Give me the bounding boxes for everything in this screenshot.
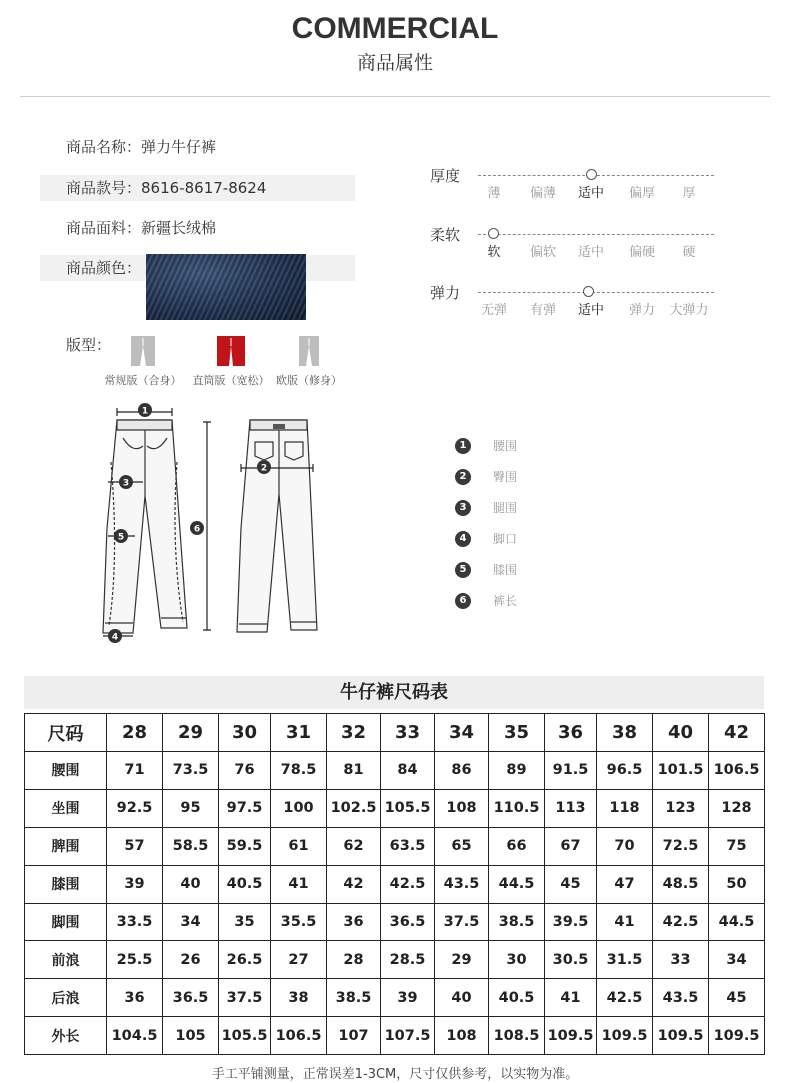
size-table-row-label: 脚围	[25, 903, 107, 941]
info-row-name	[40, 134, 355, 160]
size-table-cell: 36.5	[163, 979, 219, 1017]
size-table-cell: 61	[271, 827, 327, 865]
size-table-cell: 96.5	[597, 752, 653, 790]
scale-line	[478, 234, 714, 235]
scale-option: 偏薄	[529, 186, 556, 201]
size-table-cell: 36	[107, 979, 163, 1017]
version-caption: 直筒版（宽松）	[192, 374, 270, 387]
size-table-cell: 118	[597, 789, 653, 827]
legend-number: 3	[455, 500, 471, 516]
jeans-measurement-diagram	[95, 398, 335, 648]
size-table-cell: 29	[435, 941, 489, 979]
size-table-cell: 44.5	[709, 903, 765, 941]
size-table-cell: 86	[435, 752, 489, 790]
legend-text: 腰围	[493, 439, 518, 453]
size-table	[24, 713, 765, 1055]
size-table-cell: 81	[327, 752, 381, 790]
scale-option: 无弹	[480, 303, 507, 318]
marker-length-label: 6	[193, 524, 201, 535]
size-table-cell: 40.5	[219, 865, 271, 903]
size-table-cell: 38.5	[327, 979, 381, 1017]
size-table-cell: 27	[271, 941, 327, 979]
size-table-cell: 39.5	[545, 903, 597, 941]
size-table-cell: 39	[381, 979, 435, 1017]
size-table-row	[25, 903, 765, 941]
info-value: 弹力牛仔裤	[141, 138, 217, 156]
size-table-cell: 36.5	[381, 903, 435, 941]
size-table-size-header: 32	[327, 714, 381, 752]
size-table-cell: 28	[327, 941, 381, 979]
size-table-cell: 58.5	[163, 827, 219, 865]
size-table-cell: 92.5	[107, 789, 163, 827]
legend-number: 6	[455, 593, 471, 609]
size-table-cell: 75	[709, 827, 765, 865]
size-table-header-row	[25, 714, 765, 752]
size-table-cell: 38.5	[489, 903, 545, 941]
scale-marker	[488, 228, 499, 239]
size-table-row-label: 脾围	[25, 827, 107, 865]
size-table-cell: 45	[709, 979, 765, 1017]
size-table-cell: 97.5	[219, 789, 271, 827]
size-table-cell: 128	[709, 789, 765, 827]
scale-marker	[583, 286, 594, 297]
legend-number: 1	[455, 438, 471, 454]
size-table-cell: 110.5	[489, 789, 545, 827]
size-table-cell: 100	[271, 789, 327, 827]
size-table-cell: 30.5	[545, 941, 597, 979]
size-table-cell: 76	[219, 752, 271, 790]
size-table-cell: 91.5	[545, 752, 597, 790]
pants-straight-icon	[214, 334, 248, 368]
marker-thigh-label: 3	[122, 478, 130, 489]
legend-text: 臀围	[493, 470, 518, 484]
size-table-cell: 39	[107, 865, 163, 903]
size-table-cell: 40	[435, 979, 489, 1017]
marker-waist-label: 1	[141, 406, 149, 417]
scale-option: 偏厚	[628, 186, 655, 201]
legend-text: 腿围	[493, 501, 518, 515]
size-table-cell: 95	[163, 789, 219, 827]
size-table-cell: 67	[545, 827, 597, 865]
size-table-cell: 108	[435, 789, 489, 827]
scale-option: 有弹	[529, 303, 556, 318]
size-table-cell: 25.5	[107, 941, 163, 979]
size-table-size-header: 40	[653, 714, 709, 752]
size-table-cell: 33.5	[107, 903, 163, 941]
version-label: 版型：	[66, 336, 112, 354]
size-table-cell: 44.5	[489, 865, 545, 903]
size-table-cell: 37.5	[219, 979, 271, 1017]
scale-option-selected: 适中	[577, 303, 604, 318]
size-table-cell: 31.5	[597, 941, 653, 979]
size-table-cell: 42.5	[381, 865, 435, 903]
size-table-cell: 70	[597, 827, 653, 865]
size-table-cell: 108.5	[489, 1017, 545, 1055]
scale-option: 弹力	[628, 303, 655, 318]
scale-option: 薄	[487, 186, 501, 201]
size-table-size-header: 29	[163, 714, 219, 752]
info-label: 商品款号：	[66, 179, 142, 197]
legend-text: 膝围	[493, 563, 518, 577]
size-table-row-label: 膝围	[25, 865, 107, 903]
header-title-en: COMMERCIAL	[291, 12, 499, 45]
size-table-cell: 42	[327, 865, 381, 903]
info-label: 商品面料：	[66, 219, 142, 237]
size-table-cell: 107.5	[381, 1017, 435, 1055]
info-row-fabric	[40, 215, 355, 241]
size-table-cell: 109.5	[597, 1017, 653, 1055]
legend-number: 5	[455, 562, 471, 578]
size-table-cell: 109.5	[653, 1017, 709, 1055]
size-table-cell: 36	[327, 903, 381, 941]
size-table-cell: 109.5	[545, 1017, 597, 1055]
scale-line	[478, 292, 714, 293]
size-table-row-label: 尺码	[25, 714, 107, 752]
size-table-cell: 34	[709, 941, 765, 979]
scale-option: 厚	[682, 186, 696, 201]
size-table-cell: 59.5	[219, 827, 271, 865]
pants-regular-icon	[126, 334, 160, 368]
version-slim	[264, 334, 354, 388]
size-table-cell: 26	[163, 941, 219, 979]
marker-hem-label: 4	[111, 632, 119, 643]
size-table-cell: 102.5	[327, 789, 381, 827]
marker-knee-label: 5	[117, 532, 125, 543]
info-row-sku	[40, 175, 355, 201]
size-table-cell: 38	[271, 979, 327, 1017]
legend-text: 裤长	[493, 594, 518, 608]
size-table-row	[25, 1017, 765, 1055]
size-table-cell: 30	[489, 941, 545, 979]
pants-slim-icon	[292, 334, 326, 368]
size-table-cell: 107	[327, 1017, 381, 1055]
size-table-cell: 73.5	[163, 752, 219, 790]
scale-option: 偏软	[529, 245, 556, 260]
size-table-cell: 106.5	[709, 752, 765, 790]
header-title-cn: 商品属性	[356, 52, 433, 74]
size-table-row	[25, 752, 765, 790]
size-table-size-header: 42	[709, 714, 765, 752]
scale-title-elasticity: 弹力	[430, 284, 461, 302]
scale-option-selected: 软	[487, 245, 501, 260]
denim-color-swatch	[146, 254, 306, 320]
size-table-size-header: 36	[545, 714, 597, 752]
size-table-cell: 101.5	[653, 752, 709, 790]
size-table-cell: 40	[163, 865, 219, 903]
size-table-row	[25, 941, 765, 979]
size-table-row-label: 腰围	[25, 752, 107, 790]
size-table-cell: 48.5	[653, 865, 709, 903]
size-table-cell: 37.5	[435, 903, 489, 941]
size-table-cell: 41	[271, 865, 327, 903]
size-table-cell: 104.5	[107, 1017, 163, 1055]
scale-title-thickness: 厚度	[430, 167, 461, 185]
size-table-cell: 45	[545, 865, 597, 903]
legend-text: 脚口	[493, 532, 518, 546]
size-table-cell: 105	[163, 1017, 219, 1055]
size-table-cell: 57	[107, 827, 163, 865]
size-table-cell: 65	[435, 827, 489, 865]
size-table-cell: 78.5	[271, 752, 327, 790]
size-table-cell: 109.5	[709, 1017, 765, 1055]
scale-title-softness: 柔软	[430, 226, 461, 244]
size-table-cell: 43.5	[435, 865, 489, 903]
size-table-cell: 105.5	[381, 789, 435, 827]
size-table-cell: 35.5	[271, 903, 327, 941]
size-table-cell: 28.5	[381, 941, 435, 979]
scale-option-selected: 适中	[577, 186, 604, 201]
size-table-cell: 41	[545, 979, 597, 1017]
size-table-cell: 105.5	[219, 1017, 271, 1055]
size-table-cell: 108	[435, 1017, 489, 1055]
version-caption: 常规版（合身）	[104, 374, 182, 387]
size-table-size-header: 28	[107, 714, 163, 752]
size-table-cell: 42.5	[597, 979, 653, 1017]
version-straight	[186, 334, 276, 388]
size-table-size-header: 38	[597, 714, 653, 752]
size-table-cell: 113	[545, 789, 597, 827]
size-table-cell: 34	[163, 903, 219, 941]
size-table-row	[25, 789, 765, 827]
size-table-cell: 63.5	[381, 827, 435, 865]
size-table-row-label: 后浪	[25, 979, 107, 1017]
size-table-cell: 42.5	[653, 903, 709, 941]
version-regular	[98, 334, 188, 388]
size-table-row-label: 外长	[25, 1017, 107, 1055]
size-table-cell: 41	[597, 903, 653, 941]
size-table-size-header: 30	[219, 714, 271, 752]
size-table-cell: 33	[653, 941, 709, 979]
size-table-size-header: 35	[489, 714, 545, 752]
size-table-cell: 71	[107, 752, 163, 790]
info-label: 商品名称：	[66, 138, 142, 156]
size-table-title: 牛仔裤尺码表	[24, 676, 764, 709]
size-table-size-header: 34	[435, 714, 489, 752]
version-caption: 欧版（修身）	[276, 374, 342, 387]
legend-number: 2	[455, 469, 471, 485]
size-table-cell: 47	[597, 865, 653, 903]
size-table-cell: 43.5	[653, 979, 709, 1017]
size-table-size-header: 31	[271, 714, 327, 752]
size-footnote: 手工平铺测量，正常误差1-3CM，尺寸仅供参考，以实物为准。	[211, 1067, 579, 1082]
scale-marker	[586, 169, 597, 180]
header-divider	[20, 96, 770, 97]
size-table-size-header: 33	[381, 714, 435, 752]
size-table-cell: 50	[709, 865, 765, 903]
size-table-row-label: 坐围	[25, 789, 107, 827]
size-table-cell: 72.5	[653, 827, 709, 865]
scale-option: 硬	[682, 245, 696, 260]
info-value: 8616-8617-8624	[141, 179, 267, 197]
size-table-cell: 35	[219, 903, 271, 941]
info-label: 商品颜色：	[66, 259, 142, 277]
marker-hip-label: 2	[260, 463, 268, 474]
legend-number: 4	[455, 531, 471, 547]
scale-option: 适中	[577, 245, 604, 260]
size-table-cell: 26.5	[219, 941, 271, 979]
info-value: 新疆长绒棉	[141, 219, 217, 237]
size-table-cell: 40.5	[489, 979, 545, 1017]
size-table-cell: 62	[327, 827, 381, 865]
size-table-cell: 123	[653, 789, 709, 827]
size-table-cell: 106.5	[271, 1017, 327, 1055]
size-table-row	[25, 865, 765, 903]
scale-option: 偏硬	[628, 245, 655, 260]
size-table-cell: 84	[381, 752, 435, 790]
size-table-cell: 89	[489, 752, 545, 790]
size-table-cell: 66	[489, 827, 545, 865]
size-table-row	[25, 827, 765, 865]
scale-option: 大弹力	[669, 303, 709, 318]
size-table-row	[25, 979, 765, 1017]
size-table-row-label: 前浪	[25, 941, 107, 979]
